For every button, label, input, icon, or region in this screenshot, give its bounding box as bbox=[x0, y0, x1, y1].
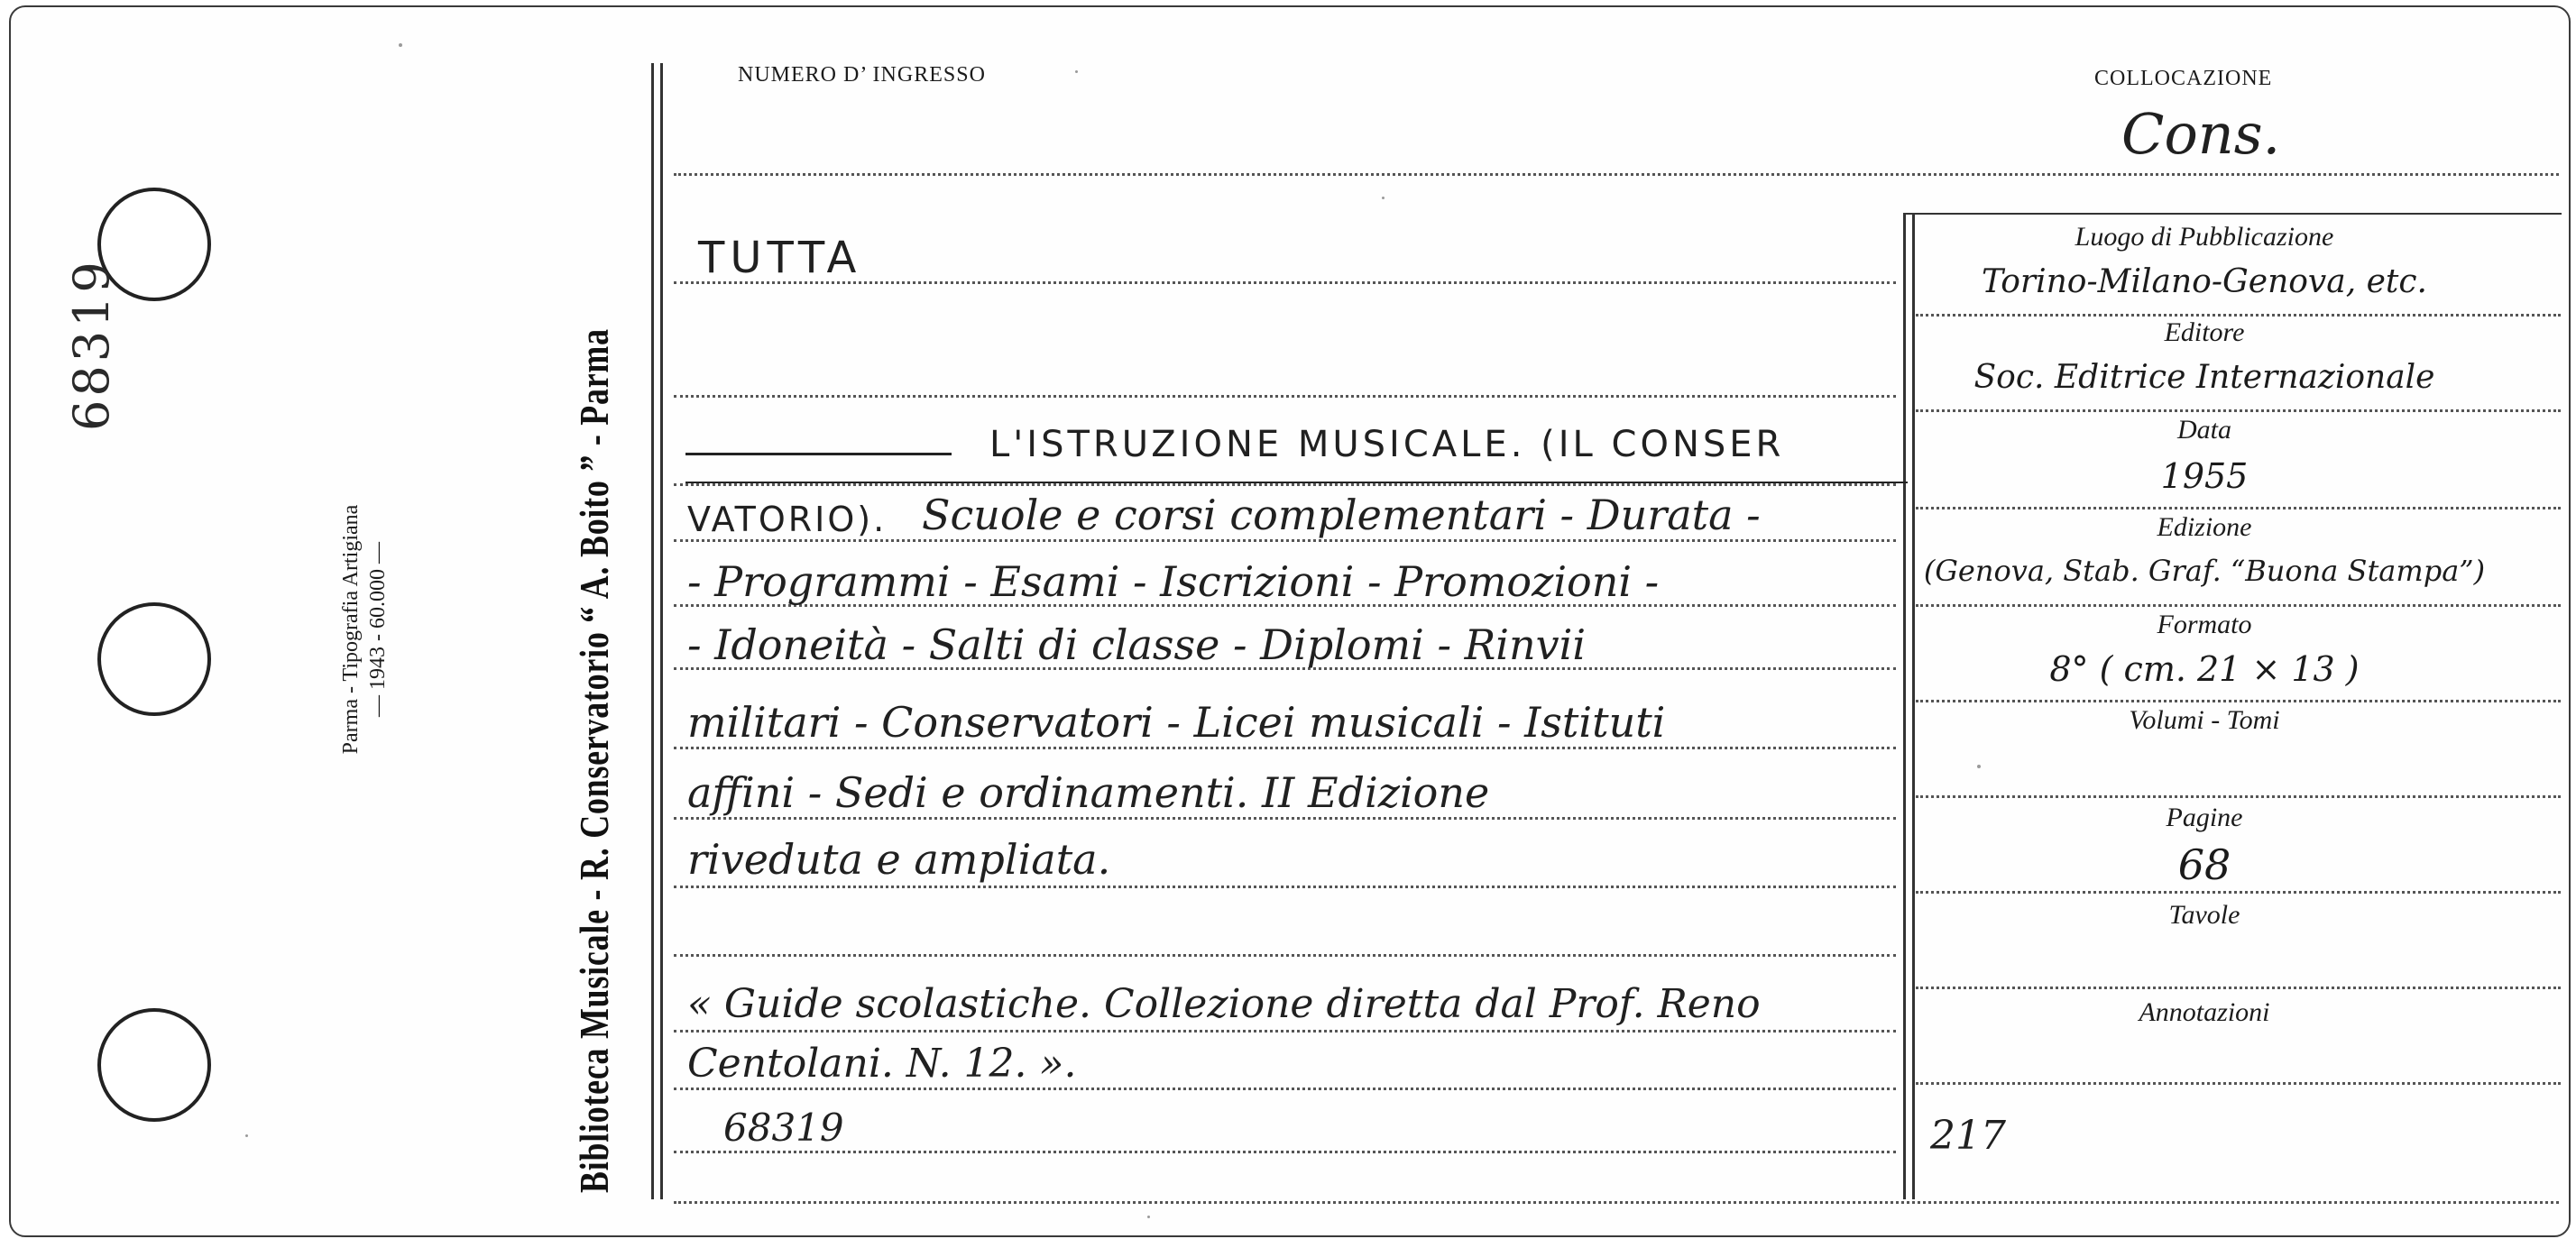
noise-speck bbox=[1382, 197, 1385, 199]
pagine-label: Pagine bbox=[2166, 803, 2243, 832]
title-line-2-caps: VATORIO). bbox=[687, 500, 888, 539]
dotted-line bbox=[674, 817, 1896, 820]
description-line-3: - Programmi - Esami - Iscrizioni - Promozioni - bbox=[687, 557, 1660, 606]
field-dotted-line bbox=[1916, 409, 2561, 412]
printer-credit-line2: — 1943 - 60.000 — bbox=[366, 542, 390, 717]
pagine-value: 68 bbox=[2177, 840, 2231, 889]
dotted-line bbox=[674, 1151, 1896, 1153]
dotted-line bbox=[674, 1201, 2559, 1204]
data-value: 1955 bbox=[2160, 456, 2249, 496]
catalog-card bbox=[9, 5, 2571, 1237]
title-underline bbox=[685, 482, 1908, 483]
description-line-6: affini - Sedi e ordinamenti. II Edizione bbox=[687, 768, 1490, 817]
inventory-number-rotated: 68319 bbox=[63, 258, 120, 431]
left-double-rule-b bbox=[660, 63, 663, 1199]
annotation-number: 217 bbox=[1930, 1113, 2006, 1159]
formato-value: 8° ( cm. 21 × 13 ) bbox=[2049, 649, 2360, 689]
noise-speck bbox=[1075, 70, 1078, 73]
description-line-5: militari - Conservatori - Licei musicali - Istituti bbox=[687, 698, 1666, 747]
dotted-line bbox=[674, 173, 2559, 176]
title-line-2-rest: Scuole e corsi complementari - Durata - bbox=[922, 491, 1761, 539]
dotted-line bbox=[674, 483, 1896, 486]
editore-label: Editore bbox=[2164, 317, 2245, 347]
author-repeat-dash bbox=[685, 453, 952, 455]
dotted-line bbox=[674, 1088, 1896, 1090]
luogo-label: Luogo di Pubblicazione bbox=[2075, 222, 2334, 252]
description-line-7: riveduta e ampliata. bbox=[687, 835, 1111, 884]
author-name: TUTTA bbox=[698, 233, 862, 283]
dotted-line bbox=[674, 954, 1896, 957]
title-line-1: L'ISTRUZIONE MUSICALE. (IL CONSER bbox=[989, 424, 1785, 465]
field-dotted-line bbox=[1916, 1082, 2561, 1085]
description-line-4: - Idoneità - Salti di classe - Diplomi - Rinvii bbox=[687, 620, 1587, 669]
volumi-tomi-label: Volumi - Tomi bbox=[2129, 705, 2280, 735]
series-line-1: « Guide scolastiche. Collezione diretta dal Prof. Reno bbox=[687, 981, 1761, 1027]
field-dotted-line bbox=[1916, 795, 2561, 798]
field-dotted-line bbox=[1916, 507, 2561, 509]
dotted-line bbox=[674, 395, 1896, 398]
luogo-value: Torino-Milano-Genova, etc. bbox=[1982, 263, 2427, 300]
dotted-line bbox=[674, 886, 1896, 888]
fields-top-rule bbox=[1903, 213, 2562, 215]
left-double-rule-a bbox=[651, 63, 654, 1199]
dotted-line bbox=[674, 747, 1896, 749]
editore-value: Soc. Editrice Internazionale bbox=[1973, 359, 2435, 396]
noise-speck bbox=[1147, 1216, 1150, 1218]
field-dotted-line bbox=[1916, 314, 2561, 317]
annotazioni-label: Annotazioni bbox=[2139, 997, 2270, 1027]
formato-label: Formato bbox=[2157, 610, 2252, 639]
punch-hole-middle bbox=[97, 602, 211, 716]
tavole-label: Tavole bbox=[2168, 900, 2240, 930]
punch-hole-bottom bbox=[97, 1008, 211, 1122]
library-spine-text: Biblioteca Musicale - R. Conservatorio “ A. Boito ” - Parma bbox=[571, 328, 617, 1193]
bottom-inventory-number: 68319 bbox=[723, 1106, 844, 1150]
printer-credit-line1: Parma - Tipografia Artigiana bbox=[339, 504, 363, 755]
data-label: Data bbox=[2177, 415, 2231, 445]
dotted-line bbox=[674, 539, 1896, 542]
field-dotted-line bbox=[1916, 987, 2561, 989]
noise-speck bbox=[399, 43, 402, 47]
edizione-label: Edizione bbox=[2157, 512, 2252, 542]
field-dotted-line bbox=[1916, 604, 2561, 607]
numero-ingresso-label: NUMERO D’ INGRESSO bbox=[738, 63, 986, 87]
collocazione-value: Cons. bbox=[2121, 101, 2281, 167]
series-line-2: Centolani. N. 12. ». bbox=[687, 1041, 1077, 1087]
collocazione-label: COLLOCAZIONE bbox=[2094, 67, 2273, 90]
noise-speck bbox=[1977, 765, 1981, 768]
printer-credit bbox=[337, 440, 391, 819]
edizione-value: (Genova, Stab. Graf. “Buona Stampa”) bbox=[1923, 554, 2486, 588]
dotted-line bbox=[674, 1030, 1896, 1032]
noise-speck bbox=[245, 1134, 248, 1137]
field-dotted-line bbox=[1916, 891, 2561, 894]
field-dotted-line bbox=[1916, 700, 2561, 702]
